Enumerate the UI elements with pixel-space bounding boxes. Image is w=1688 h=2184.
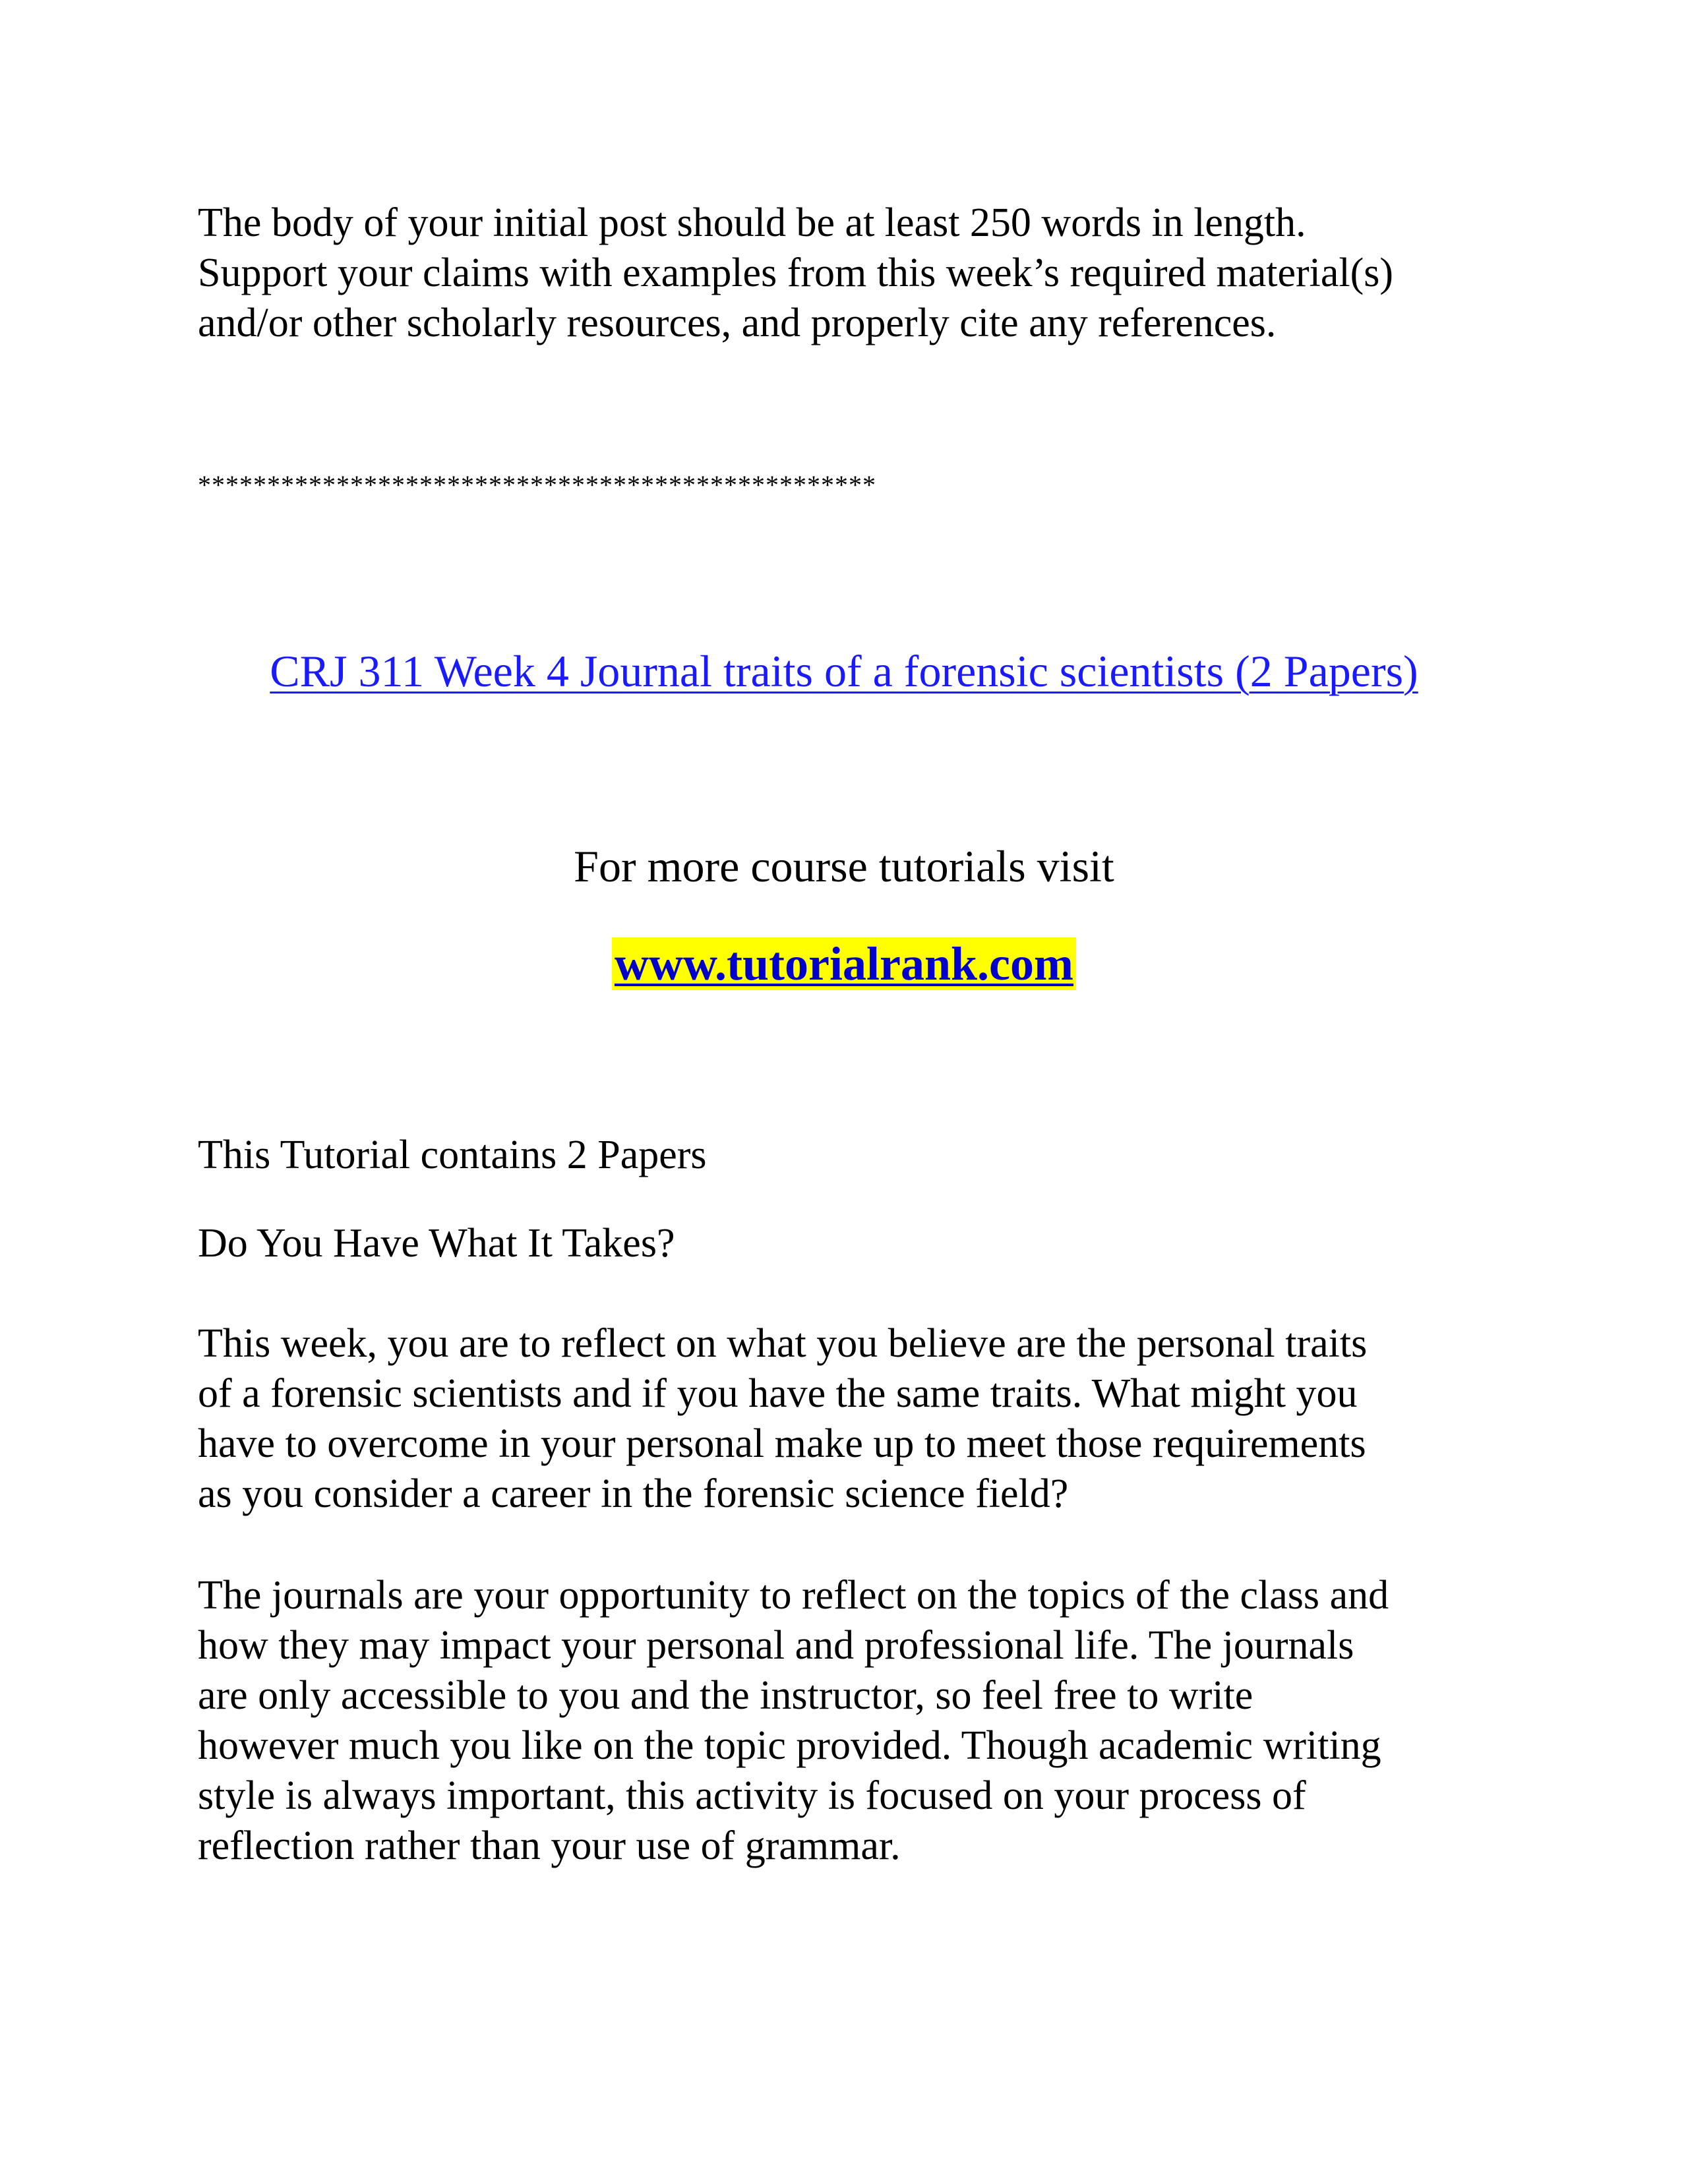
assignment-line-3: have to overcome in your personal make up to meet those requirements bbox=[198, 1421, 1366, 1466]
section-heading-text: Do You Have What It Takes? bbox=[198, 1221, 675, 1266]
journal-line-4: however much you like on the topic provided. Though academic writing bbox=[198, 1723, 1381, 1768]
intro-line-1: The body of your initial post should be at least 250 words in length. bbox=[198, 200, 1306, 245]
course-title bbox=[0, 643, 1688, 699]
assignment-line-1: This week, you are to reflect on what you believe are the personal traits bbox=[198, 1321, 1368, 1366]
tutorial-info bbox=[198, 1130, 1510, 1180]
intro-line-3: and/or other scholarly resources, and properly cite any references. bbox=[198, 301, 1277, 345]
journal-paragraph bbox=[198, 1570, 1510, 1871]
assignment-paragraph bbox=[198, 1318, 1510, 1519]
site-link-line bbox=[0, 935, 1688, 993]
tutorial-info-text: This Tutorial contains 2 Papers bbox=[198, 1133, 707, 1177]
assignment-line-4: as you consider a career in the forensic science field? bbox=[198, 1471, 1069, 1516]
section-heading bbox=[198, 1218, 1510, 1268]
journal-line-6: reflection rather than your use of grammar. bbox=[198, 1823, 901, 1868]
assignment-line-2: of a forensic scientists and if you have the same traits. What might you bbox=[198, 1371, 1358, 1416]
journal-line-3: are only accessible to you and the instructor, so feel free to write bbox=[198, 1673, 1253, 1718]
course-link[interactable]: CRJ 311 Week 4 Journal traits of a forensic scientists (2 Papers) bbox=[270, 646, 1418, 696]
journal-line-1: The journals are your opportunity to reflect on the topics of the class and bbox=[198, 1573, 1389, 1618]
intro-paragraph bbox=[198, 198, 1510, 348]
visit-text: For more course tutorials visit bbox=[574, 841, 1114, 891]
tutorialrank-link[interactable]: www.tutorialrank.com bbox=[612, 937, 1076, 990]
journal-line-5: style is always important, this activity is focused on your process of bbox=[198, 1773, 1306, 1818]
separator-stars: ************************************************* bbox=[198, 470, 876, 500]
journal-line-2: how they may impact your personal and professional life. The journals bbox=[198, 1623, 1354, 1668]
intro-line-2: Support your claims with examples from this week’s required material(s) bbox=[198, 251, 1394, 295]
